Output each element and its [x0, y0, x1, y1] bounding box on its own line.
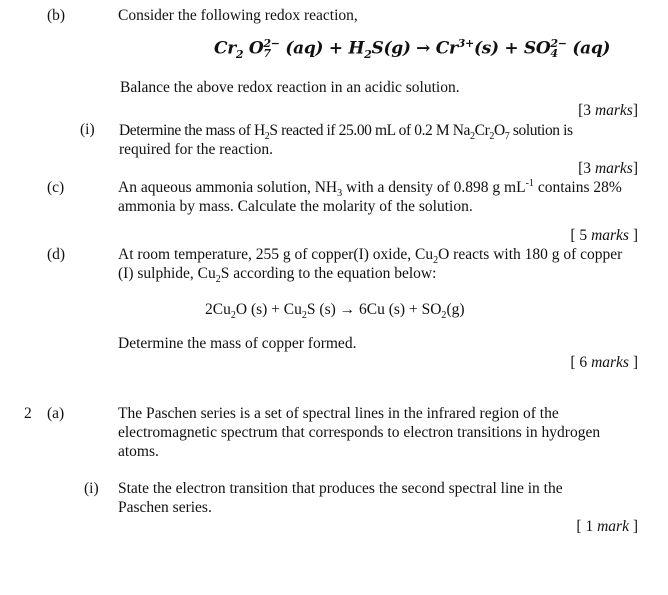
question-2a-label: (a) [47, 405, 65, 422]
question-2a-line1: The Paschen series is a set of spectral lines in the infrared region of the [118, 405, 559, 422]
question-2a-line3: atoms. [118, 443, 159, 460]
charge-stack: 2− 4 [550, 37, 567, 60]
question-2a-line2: electromagnetic spectrum that corresponds to electron transitions in hydrogen [118, 424, 601, 441]
question-c-label: (c) [47, 179, 65, 196]
marks-b-i: [3 marks] [578, 160, 638, 177]
marks-c: [ 5 marks ] [570, 227, 638, 244]
question-d-line2: (I) sulphide, $Cu_2S$ according to the equation below: [118, 265, 437, 286]
question-2a-i-line2: Paschen series. [118, 499, 212, 516]
marks-b: [3 marks] [578, 102, 638, 119]
question-c-line2: ammonia by mass. Calculate the molarity of the solution. [118, 198, 473, 215]
question-b-task: Balance the above redox reaction in an acidic solution. [120, 79, 460, 96]
question-b-label: (b) [47, 7, 66, 24]
question-b-i-label: (i) [80, 121, 95, 138]
marks-d: [ 6 marks ] [570, 354, 638, 371]
question-2a-i-label: (i) [84, 480, 99, 497]
question-d-line1: At room temperature, 255 g of copper(I) oxide, $Cu_2O$ reacts with 180 g of copper [118, 246, 623, 267]
question-d-label: (d) [47, 246, 66, 263]
marks-2a-i: [ 1 mark ] [576, 518, 638, 535]
question-c-line1: An aqueous ammonia solution, $NH_3$ with a density of 0.898 g $mL^{-1}$ contains 28% [118, 177, 622, 200]
question-b-i-line2: required for the reaction. [119, 141, 274, 158]
copper-equation: $2Cu_2O$ $(s) + Cu_2S$ (s) → 6Cu $(s) + SO_2(g)$ [205, 301, 465, 322]
charge-stack: 2− 7 [263, 37, 280, 60]
question-d-task: Determine the mass of copper formed. [118, 335, 357, 352]
question-2-number: 2 [24, 405, 32, 422]
question-b-i-line1: Determine the mass of $H_2S$ reacted if 25.00 mL of 0.2 M $Na_2Cr_2O_7$ solution is [119, 122, 573, 143]
redox-equation: $Cr_2$ O 2− 7 $(aq) + H_2S(g) \to Cr^{3+}(s)$ + SO 2− 4 (aq) [214, 36, 611, 61]
question-b-intro: Consider the following redox reaction, [118, 7, 358, 24]
question-2a-i-line1: State the electron transition that produces the second spectral line in the [118, 480, 563, 497]
